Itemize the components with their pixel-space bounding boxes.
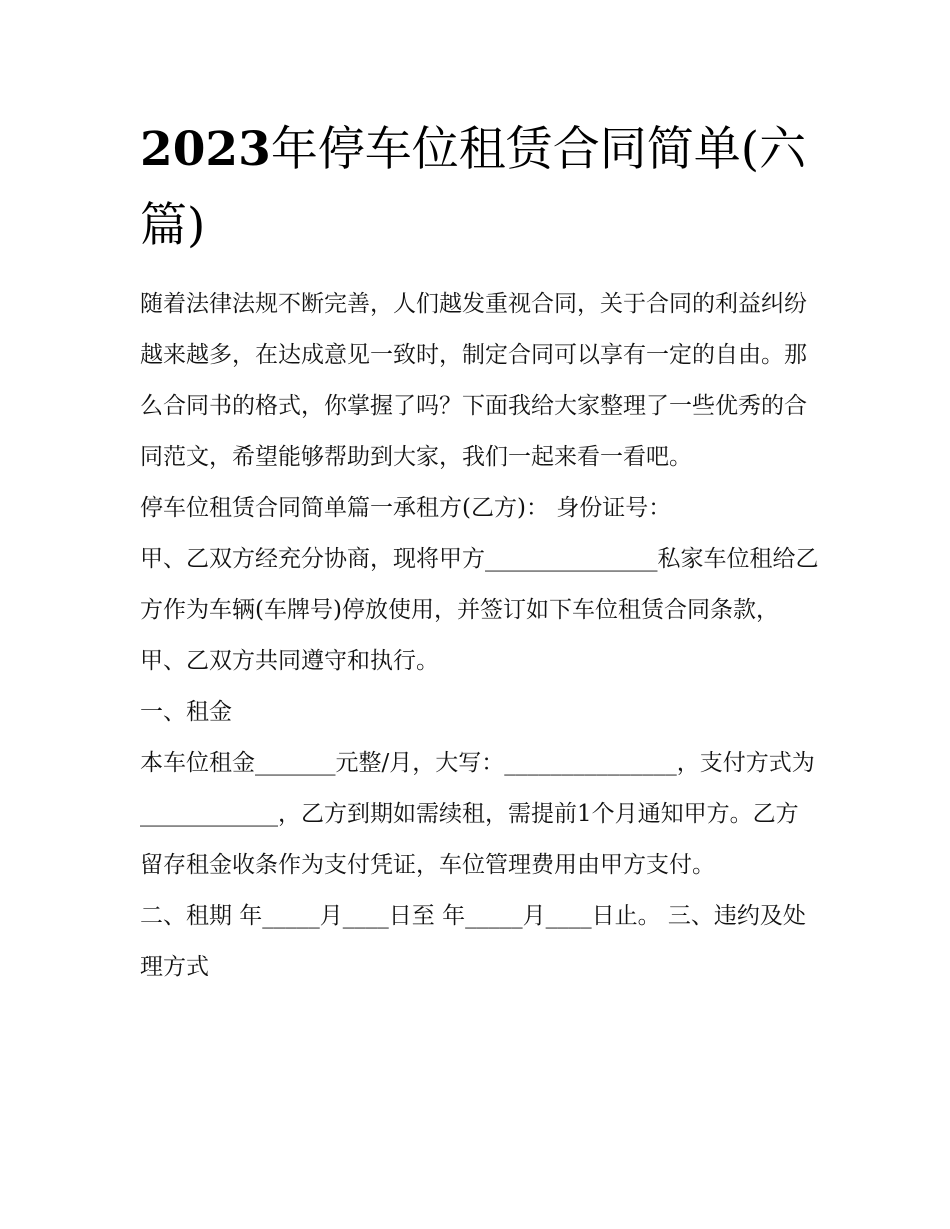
rent-terms-paragraph: 本车位租金_______元整/月，大写：_______________，支付方式为____________，乙方到期如需续租，需提前1个月通知甲方。乙方留存租金收条作为支付凭证，车位管理费用由甲方支付。	[140, 750, 815, 878]
lease-term-paragraph: 二、租期 年_____月____日至 年_____月____日止。 三、违约及处理方式	[140, 903, 806, 980]
agreement-paragraph: 甲、乙双方经充分协商，现将甲方_______________私家车位租给乙方作为车辆(车牌号)停放使用，并签订如下车位租赁合同条款，甲、乙双方共同遵守和执行。	[140, 546, 819, 674]
intro-paragraph: 随着法律法规不断完善，人们越发重视合同，关于合同的利益纠纷越来越多，在达成意见一致时，制定合同可以享有一定的自由。那么合同书的格式，你掌握了吗？下面我给大家整理了一些优秀的合同范文，希望能够帮助到大家，我们一起来看一看吧。	[140, 291, 807, 470]
document-body	[140, 279, 820, 993]
document-title	[140, 112, 840, 264]
section-rent-heading: 一、租金	[140, 699, 232, 725]
title-year: 2023	[140, 122, 271, 177]
contract-heading-paragraph: 停车位租赁合同简单篇一承租方(乙方)： 身份证号：	[140, 495, 672, 521]
title-text: 年停车位租赁合同简单(六篇)	[140, 122, 807, 253]
